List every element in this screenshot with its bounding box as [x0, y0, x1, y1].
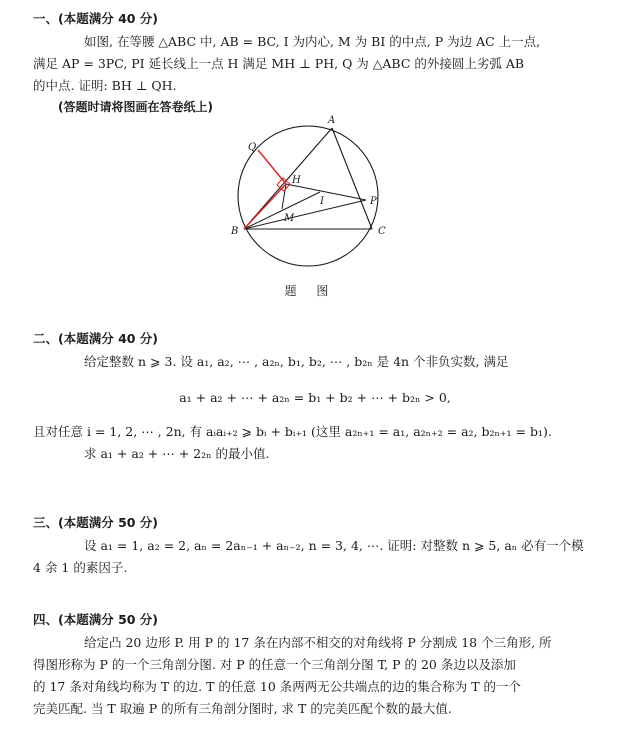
problem-1-line-2: 满足 AP = 3PC, PI 延长线上一点 H 满足 MH ⊥ PH, Q 为 △ABC 的外接圆上劣弧 AB: [33, 56, 525, 71]
segment-BI: [244, 192, 320, 229]
figure-caption: 题 图: [284, 284, 337, 298]
problem-2-line-2: 且对任意 i = 1, 2, ⋯ , 2n, 有 aᵢaᵢ₊₂ ⩾ bᵢ + bᵢ₊₁ (这里 a₂ₙ₊₁ = a₁, a₂ₙ₊₂ = a₂, b₂ₙ₊₁ = b₁).: [33, 424, 552, 439]
label-I: I: [320, 196, 324, 207]
segment-BP: [244, 200, 366, 229]
geometry-figure: [220, 108, 400, 273]
problem-3: [33, 514, 584, 579]
label-P: P: [370, 196, 377, 207]
segment-HP: [286, 184, 366, 200]
problem-2-line-3: 求 a₁ + a₂ + ⋯ + 2₂ₙ 的最小值.: [84, 446, 270, 461]
problem-2-line-1: 给定整数 n ⩾ 3. 设 a₁, a₂, ⋯ , a₂ₙ, b₁, b₂, ⋯ , b₂ₙ 是 4n 个非负实数, 满足: [84, 354, 509, 369]
problem-4-line-3: 的 17 条对角线均称为 T 的边. T 的任意 10 条两两无公共端点的边的集合称为 T 的一个: [33, 679, 522, 694]
label-C: C: [378, 226, 386, 237]
problem-1-line-3: 的中点. 证明: BH ⊥ QH.: [33, 78, 177, 93]
problem-1: [33, 10, 570, 117]
segment-BH: [244, 184, 286, 229]
circumcircle: [238, 126, 378, 266]
label-M: M: [284, 213, 295, 224]
problem-2-equation: a₁ + a₂ + ⋯ + a₂ₙ = b₁ + b₂ + ⋯ + b₂ₙ > 0,: [179, 390, 451, 405]
problem-2: [33, 330, 570, 465]
problem-4: [33, 611, 570, 720]
problem-1-heading: 一、(本题满分 40 分): [33, 11, 159, 26]
label-Q: Q: [248, 142, 257, 153]
label-H: H: [292, 175, 301, 186]
problem-4-line-4: 完美匹配. 当 T 取遍 P 的所有三角剖分图时, 求 T 的完美匹配个数的最大值.: [33, 701, 452, 716]
problem-4-heading: 四、(本题满分 50 分): [33, 612, 159, 627]
problem-3-line-1: 设 a₁ = 1, a₂ = 2, aₙ = 2aₙ₋₁ + aₙ₋₂, n = 3, 4, ⋯. 证明: 对整数 n ⩾ 5, aₙ 必有一个模: [84, 538, 584, 553]
segment-AC: [332, 128, 372, 229]
problem-4-line-2: 得图形称为 P 的一个三角剖分图. 对 P 的任意一个三角剖分图 T, P 的 20 条边以及添加: [33, 657, 516, 672]
label-B: B: [231, 226, 239, 237]
problem-1-note: (答题时请将图画在答卷纸上): [58, 100, 213, 114]
problem-3-line-2: 4 余 1 的素因子.: [33, 560, 128, 575]
problem-3-heading: 三、(本题满分 50 分): [33, 515, 159, 530]
problem-2-heading: 二、(本题满分 40 分): [33, 331, 159, 346]
problem-1-line-1: 如图, 在等腰 △ABC 中, AB = BC, I 为内心, M 为 BI 的中点, P 为边 AC 上一点,: [84, 34, 541, 49]
label-A: A: [328, 115, 336, 126]
problem-4-line-1: 给定凸 20 边形 P. 用 P 的 17 条在内部不相交的对角线将 P 分割成 18 个三角形, 所: [84, 635, 552, 650]
